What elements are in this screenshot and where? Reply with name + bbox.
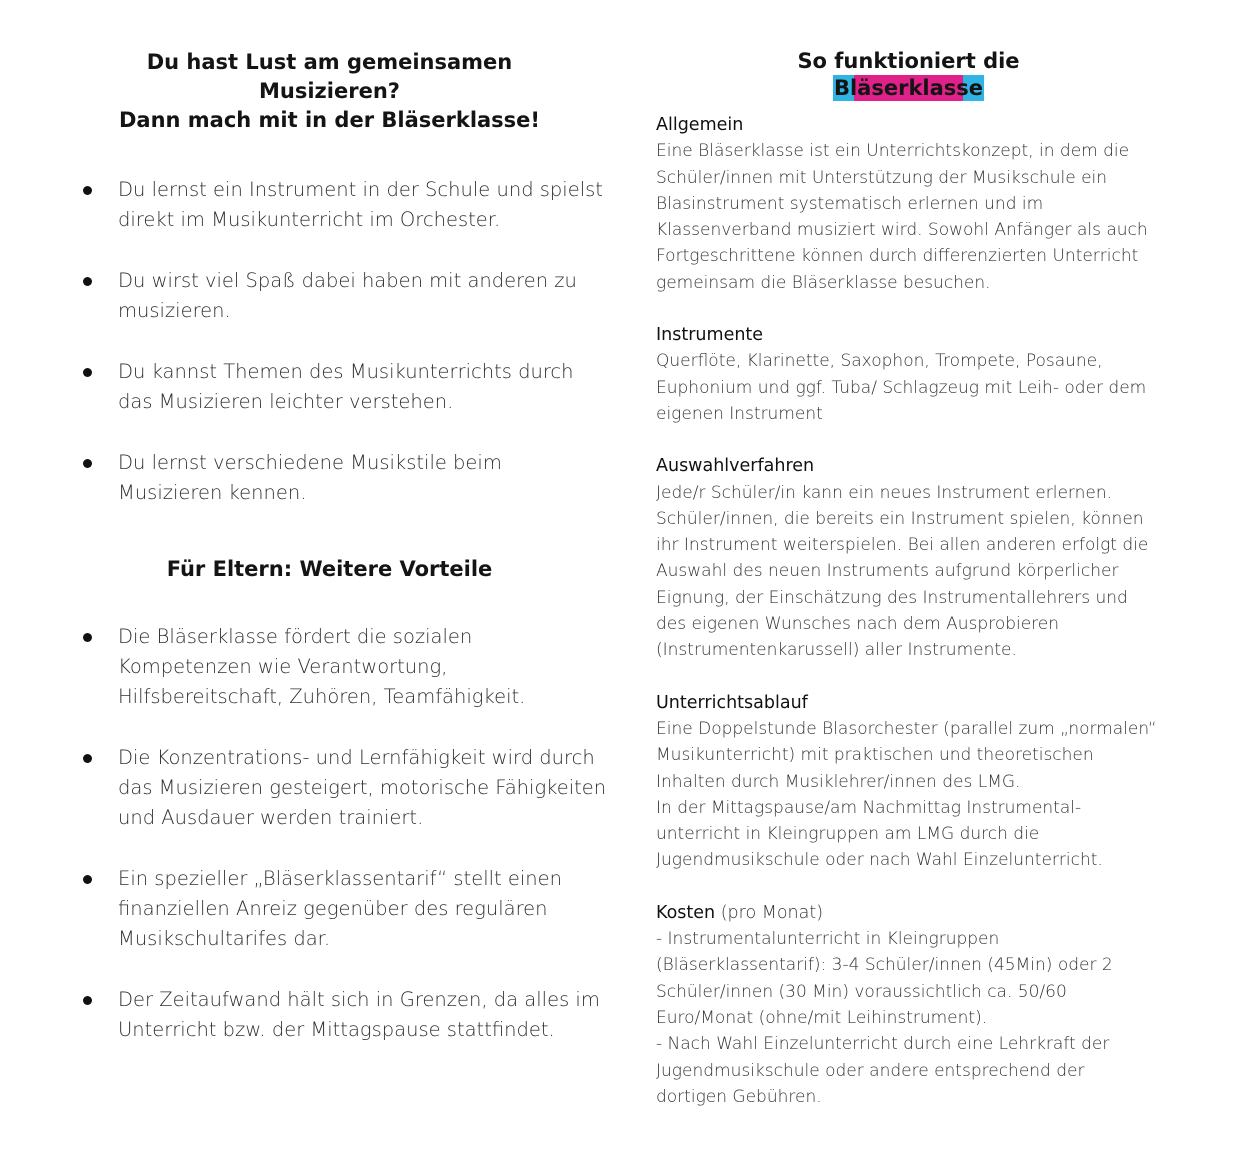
text-line: ihr Instrument weiterspielen. Bei allen anderen erfolgt die <box>656 535 1149 556</box>
text-line: Schüler/innen, die bereits ein Instrument spielen, können <box>656 508 1144 529</box>
intro-heading-line: Dann mach mit in der Bläserklasse! <box>118 108 541 132</box>
how-it-works-heading-line: So funktioniert die <box>797 49 1020 73</box>
section-allgemein <box>656 112 1181 296</box>
bullet-icon <box>83 277 92 286</box>
list-item <box>72 357 612 417</box>
text-line: Jugendmusikschule oder nach Wahl Einzelunterricht. <box>656 850 1103 871</box>
section-auswahlverfahren <box>656 453 1181 663</box>
text-line: Eignung, der Einschätzung des Instrumentallehrers und <box>656 587 1128 608</box>
section-title <box>656 900 1181 926</box>
text-line: (Bläserklassentarif): 3-4 Schüler/innen (45Min) oder 2 <box>656 955 1113 976</box>
section-unterrichtsablauf <box>656 690 1181 874</box>
left-column <box>72 48 612 1076</box>
list-item <box>72 448 612 508</box>
intro-heading-line: Du hast Lust am gemeinsamen <box>146 50 513 74</box>
right-column <box>656 48 1181 1110</box>
list-item <box>72 743 612 833</box>
list-item-text: Der Zeitaufwand hält sich in Grenzen, da alles im Unterricht bzw. der Mittagspause stattfindet. <box>118 988 600 1041</box>
bullet-icon <box>83 875 92 884</box>
bullet-icon <box>83 368 92 377</box>
text-line: Klassenverband musiziert wird. Sowohl Anfänger als auch <box>656 220 1148 241</box>
section-title-suffix: (pro Monat) <box>715 902 824 923</box>
text-line: unterricht in Kleingruppen am LMG durch die <box>656 824 1040 845</box>
list-item <box>72 864 612 954</box>
how-it-works-heading <box>656 48 1161 102</box>
text-line: dortigen Gebühren. <box>656 1086 822 1107</box>
text-line: In der Mittagspause/am Nachmittag Instrumental- <box>656 797 1082 818</box>
intro-heading <box>72 48 587 135</box>
bullet-icon <box>83 754 92 763</box>
list-item <box>72 175 612 235</box>
text-line: Auswahl des neuen Instruments aufgrund körperlicher <box>656 561 1119 582</box>
text-line: Fortgeschrittene können durch differenzierten Unterricht <box>656 246 1139 267</box>
list-item-text: Ein spezieller „Bläserklassentarif“ stellt einen finanziellen Anreiz gegenüber des regulären Musikschultarifes dar. <box>118 867 563 950</box>
kids-benefits-list <box>72 175 612 508</box>
text-line: Inhalten durch Musiklehrer/innen des LMG. <box>656 771 1021 792</box>
section-title-text: Kosten <box>656 902 716 923</box>
text-line: Querflöte, Klarinette, Saxophon, Trompete, Posaune, <box>656 351 1103 372</box>
bullet-icon <box>83 996 92 1005</box>
list-item-text: Du lernst verschiedene Musikstile beim Musizieren kennen. <box>118 451 502 504</box>
section-body <box>656 926 1181 1110</box>
list-item <box>72 622 612 712</box>
text-line: Eine Doppelstunde Blasorchester (parallel zum „normalen“ <box>656 718 1157 739</box>
list-item-text: Die Konzentrations- und Lernfähigkeit wird durch das Musizieren gesteigert, motorische Fähigkeiten und Ausdauer werden trainiert. <box>118 746 607 829</box>
text-line: des eigenen Wunsches nach dem Ausprobieren <box>656 614 1060 635</box>
list-item <box>72 266 612 326</box>
text-line: Jede/r Schüler/in kann ein neues Instrument erlernen. <box>656 482 1113 503</box>
section-body <box>656 348 1181 427</box>
list-item-text: Du lernst ein Instrument in der Schule und spielst direkt im Musikunterricht im Orchester. <box>118 178 603 231</box>
bullet-icon <box>83 186 92 195</box>
text-line: - Instrumentalunterricht in Kleingruppen <box>656 929 1000 950</box>
list-item-text: Die Bläserklasse fördert die sozialen Kompetenzen wie Verantwortung, Hilfsbereitschaft, Zuhören, Teamfähigkeit. <box>118 625 526 708</box>
section-title: Unterrichtsablauf <box>656 692 808 713</box>
section-title: Allgemein <box>656 115 744 135</box>
list-item-text: Du kannst Themen des Musikunterrichts durch das Musizieren leichter verstehen. <box>118 360 574 413</box>
text-line: Eine Bläserklasse ist ein Unterrichtskonzept, in dem die <box>656 141 1130 162</box>
text-line: Jugendmusikschule oder andere entsprechend der <box>656 1060 1085 1081</box>
text-line: gemeinsam die Bläserklasse besuchen. <box>656 272 991 293</box>
text-line: Schüler/innen mit Unterstützung der Musikschule ein <box>656 167 1108 188</box>
parents-heading: Für Eltern: Weitere Vorteile <box>166 557 493 581</box>
section-body <box>656 480 1181 664</box>
section-kosten <box>656 900 1181 1110</box>
text-line: Blasinstrument systematisch erlernen und im <box>656 193 1044 214</box>
text-line: Euphonium und ggf. Tuba/ Schlagzeug mit Leih- oder dem <box>656 377 1147 398</box>
section-body <box>656 138 1181 296</box>
parents-benefits-list <box>72 622 612 1045</box>
text-line: eigenen Instrument <box>656 403 823 424</box>
section-title: Auswahlverfahren <box>656 456 815 477</box>
intro-heading-line: Musizieren? <box>259 79 400 103</box>
text-line: - Nach Wahl Einzelunterricht durch eine Lehrkraft der <box>656 1034 1110 1055</box>
section-title: Instrumente <box>656 325 764 346</box>
highlighted-title: Bläserklasse <box>833 76 984 100</box>
section-body <box>656 716 1181 874</box>
text-line: Musikunterricht) mit praktischen und theoretischen <box>656 745 1094 766</box>
list-item <box>72 985 612 1045</box>
list-item-text: Du wirst viel Spaß dabei haben mit anderen zu musizieren. <box>118 269 577 322</box>
bullet-icon <box>83 459 92 468</box>
text-line: (Instrumentenkarussell) aller Instrumente. <box>656 640 1017 661</box>
text-line: Schüler/innen (30 Min) voraussichtlich ca. 50/60 <box>656 981 1067 1002</box>
bullet-icon <box>83 633 92 642</box>
text-line: Euro/Monat (ohne/mit Leihinstrument). <box>656 1007 988 1028</box>
section-instrumente <box>656 322 1181 427</box>
